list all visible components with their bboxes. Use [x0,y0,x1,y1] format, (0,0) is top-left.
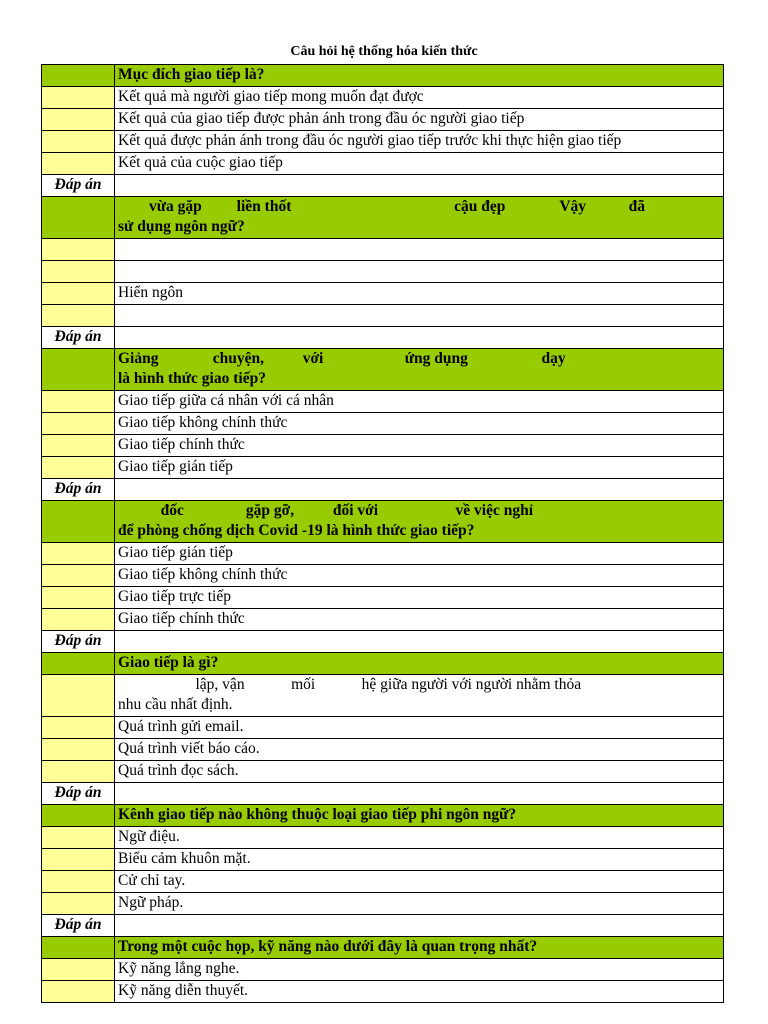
option-marker-cell [42,131,115,153]
option-marker-cell [42,435,115,457]
option-text: Giao tiếp không chính thức [115,565,724,587]
answer-label: Đáp án [42,783,115,805]
question-row [42,349,724,391]
option-text: Kết quả của giao tiếp được phản ánh trong đầu óc người giao tiếp [115,109,724,131]
question-marker-cell [42,653,115,675]
option-text: Giao tiếp chính thức [115,435,724,457]
answer-label: Đáp án [42,631,115,653]
question-table-body [42,65,724,1003]
option-text: Hiển ngôn [115,283,724,305]
option-text: Giao tiếp không chính thức [115,413,724,435]
option-marker-cell [42,959,115,981]
answer-label: Đáp án [42,915,115,937]
question-marker-cell [42,65,115,87]
option-text: lập, vận mối hệ giữa người với người nhằm thỏa nhu cầu nhất định. [115,675,724,717]
answer-cell [115,175,724,197]
option-marker-cell [42,239,115,261]
answer-row [42,327,724,349]
answer-row [42,631,724,653]
answer-row [42,479,724,501]
option-row [42,849,724,871]
option-marker-cell [42,391,115,413]
option-marker-cell [42,761,115,783]
option-text: Quá trình viết báo cáo. [115,739,724,761]
option-row [42,739,724,761]
answer-cell [115,783,724,805]
option-row [42,391,724,413]
answer-cell [115,327,724,349]
option-row [42,981,724,1003]
question-row [42,197,724,239]
option-text: Kỹ năng lắng nghe. [115,959,724,981]
question-text: vừa gặp liền thốt cậu đẹp Vậy đã sử dụng ngôn ngữ? [115,197,724,239]
option-marker-cell [42,261,115,283]
question-text: Kênh giao tiếp nào không thuộc loại giao tiếp phi ngôn ngữ? [115,805,724,827]
question-text: Trong một cuộc họp, kỹ năng nào dưới đây là quan trọng nhất? [115,937,724,959]
option-text: Kỹ năng diễn thuyết. [115,981,724,1003]
option-row [42,609,724,631]
page-title: Câu hỏi hệ thống hóa kiến thức [290,44,478,59]
option-row [42,675,724,717]
option-text: Kết quả mà người giao tiếp mong muốn đạt được [115,87,724,109]
question-table [41,64,724,1003]
option-marker-cell [42,849,115,871]
option-row [42,761,724,783]
option-marker-cell [42,587,115,609]
option-row [42,717,724,739]
option-marker-cell [42,739,115,761]
option-marker-cell [42,87,115,109]
option-marker-cell [42,153,115,175]
option-row [42,131,724,153]
option-marker-cell [42,981,115,1003]
question-row [42,65,724,87]
option-row [42,827,724,849]
question-text: Mục đích giao tiếp là? [115,65,724,87]
option-row [42,261,724,283]
option-row [42,871,724,893]
option-marker-cell [42,457,115,479]
answer-cell [115,915,724,937]
answer-label: Đáp án [42,327,115,349]
option-row [42,457,724,479]
option-text: Giao tiếp giữa cá nhân với cá nhân [115,391,724,413]
option-text: Biểu cảm khuôn mặt. [115,849,724,871]
option-text: Quá trình đọc sách. [115,761,724,783]
answer-row [42,175,724,197]
option-text [115,305,724,327]
answer-label: Đáp án [42,175,115,197]
option-marker-cell [42,565,115,587]
question-marker-cell [42,805,115,827]
option-text: Ngữ điệu. [115,827,724,849]
option-row [42,413,724,435]
option-row [42,893,724,915]
option-marker-cell [42,413,115,435]
question-text: đốc gặp gỡ, đối với về việc nghỉ để phòng chống dịch Covid -19 là hình thức giao tiếp? [115,501,724,543]
option-text [115,239,724,261]
option-text: Giao tiếp gián tiếp [115,457,724,479]
answer-label: Đáp án [42,479,115,501]
option-text: Quá trình gửi email. [115,717,724,739]
option-row [42,543,724,565]
option-text: Ngữ pháp. [115,893,724,915]
option-marker-cell [42,827,115,849]
question-text: Giao tiếp là gì? [115,653,724,675]
option-row [42,959,724,981]
option-marker-cell [42,305,115,327]
option-row [42,565,724,587]
option-row [42,153,724,175]
question-marker-cell [42,349,115,391]
question-marker-cell [42,501,115,543]
option-row [42,435,724,457]
option-text: Kết quả của cuộc giao tiếp [115,153,724,175]
option-text [115,261,724,283]
option-text: Kết quả được phản ánh trong đầu óc người giao tiếp trước khi thực hiện giao tiếp [115,131,724,153]
question-marker-cell [42,937,115,959]
option-marker-cell [42,717,115,739]
option-text: Cử chỉ tay. [115,871,724,893]
option-row [42,305,724,327]
option-marker-cell [42,543,115,565]
question-row [42,937,724,959]
option-text: Giao tiếp trực tiếp [115,587,724,609]
option-marker-cell [42,893,115,915]
question-row [42,653,724,675]
option-marker-cell [42,609,115,631]
option-marker-cell [42,675,115,717]
option-row [42,109,724,131]
option-marker-cell [42,283,115,305]
option-row [42,587,724,609]
question-row [42,501,724,543]
option-marker-cell [42,871,115,893]
question-marker-cell [42,197,115,239]
option-row [42,87,724,109]
answer-cell [115,479,724,501]
answer-row [42,783,724,805]
answer-cell [115,631,724,653]
answer-row [42,915,724,937]
option-text: Giao tiếp chính thức [115,609,724,631]
option-row [42,283,724,305]
question-row [42,805,724,827]
option-row [42,239,724,261]
option-text: Giao tiếp gián tiếp [115,543,724,565]
question-text: Giảng chuyện, với ứng dụng dạy là hình thức giao tiếp? [115,349,724,391]
option-marker-cell [42,109,115,131]
